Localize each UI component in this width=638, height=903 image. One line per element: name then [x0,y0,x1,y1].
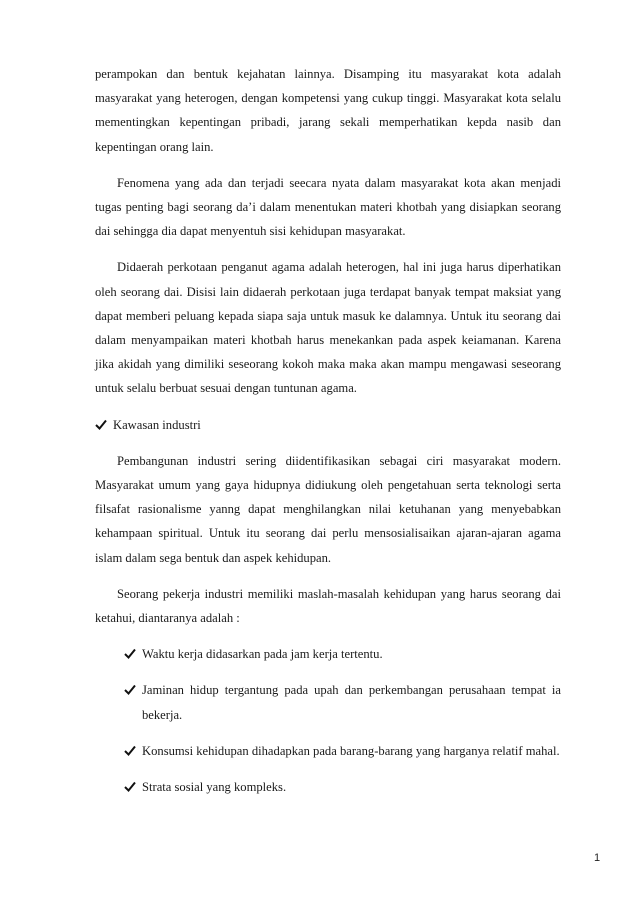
paragraph: perampokan dan bentuk kejahatan lainnya. Disamping itu masyarakat kota adalah masyarakat yang heterogen, dengan kompetensi yang cukup tinggi. Masyarakat kota selalu mementingkan kepentingan pribadi, jarang sekali memperhatikan kepda nasib dan kepentingan orang lain. [95,67,561,154]
list-item-text: Waktu kerja didasarkan pada jam kerja tertentu. [142,647,383,662]
list-item [124,739,561,763]
list-item-text: Konsumsi kehidupan dihadapkan pada barang-barang yang harganya relatif mahal. [142,743,560,758]
list-item [124,642,561,666]
paragraph: Didaerah perkotaan penganut agama adalah heterogen, hal ini juga harus diperhatikan oleh seorang dai. Disisi lain didaerah perkotaan juga terdapat banyak tempat maksiat yang dapat memberi peluang kepada siapa saja untuk masuk ke dalamnya. Untuk itu seorang dai dalam menyampaikan materi khotbah harus menekankan pada aspek keiamanan. Karena jika akidah yang dimiliki seseorang kokoh maka maka akan mampu mengawasi seseorang untuk selalu berbuat sesuai dengan tuntunan agama. [95,260,561,396]
list-item [124,775,561,799]
checkmark-icon [124,642,138,666]
list-item-text: Jaminan hidup tergantung pada upah dan perkembangan perusahaan tempat ia bekerja. [142,683,561,722]
list-item [124,678,561,726]
list-item-text: Strata sosial yang kompleks. [142,780,287,795]
paragraph: Fenomena yang ada dan terjadi seecara nyata dalam masyarakat kota akan menjadi tugas penting bagi seorang da’i dalam menentukan materi khotbah yang disiapkan seorang dai sehingga dia dapat menyentuh sisi kehidupan masyarakat. [95,175,561,239]
page-number: 1 [594,852,601,864]
checkmark-icon [124,775,138,799]
checkmark-icon [95,413,109,437]
checkmark-icon [124,678,138,702]
paragraph: Pembangunan industri sering diidentifikasikan sebagai ciri masyarakat modern. Masyarakat umum yang gaya hidupnya didiukung oleh pengetahuan serta teknologi serta filsafat rasionalisme yanng dapat menghilangkan nilai ketuhanan yang menyebabkan kehampaan spiritual. Untuk itu seorang dai perlu mensosialisaikan ajaran-ajaran agama islam dalam sega bentuk dan aspek kehidupan. [95,453,561,565]
paragraph: Seorang pekerja industri memiliki maslah-masalah kehidupan yang harus seorang dai ketahui, diantaranya adalah : [95,586,561,626]
body-text [95,62,561,799]
bullet-heading [95,413,561,437]
checkmark-icon [124,739,138,763]
bullet-heading-label: Kawasan industri [113,417,201,432]
